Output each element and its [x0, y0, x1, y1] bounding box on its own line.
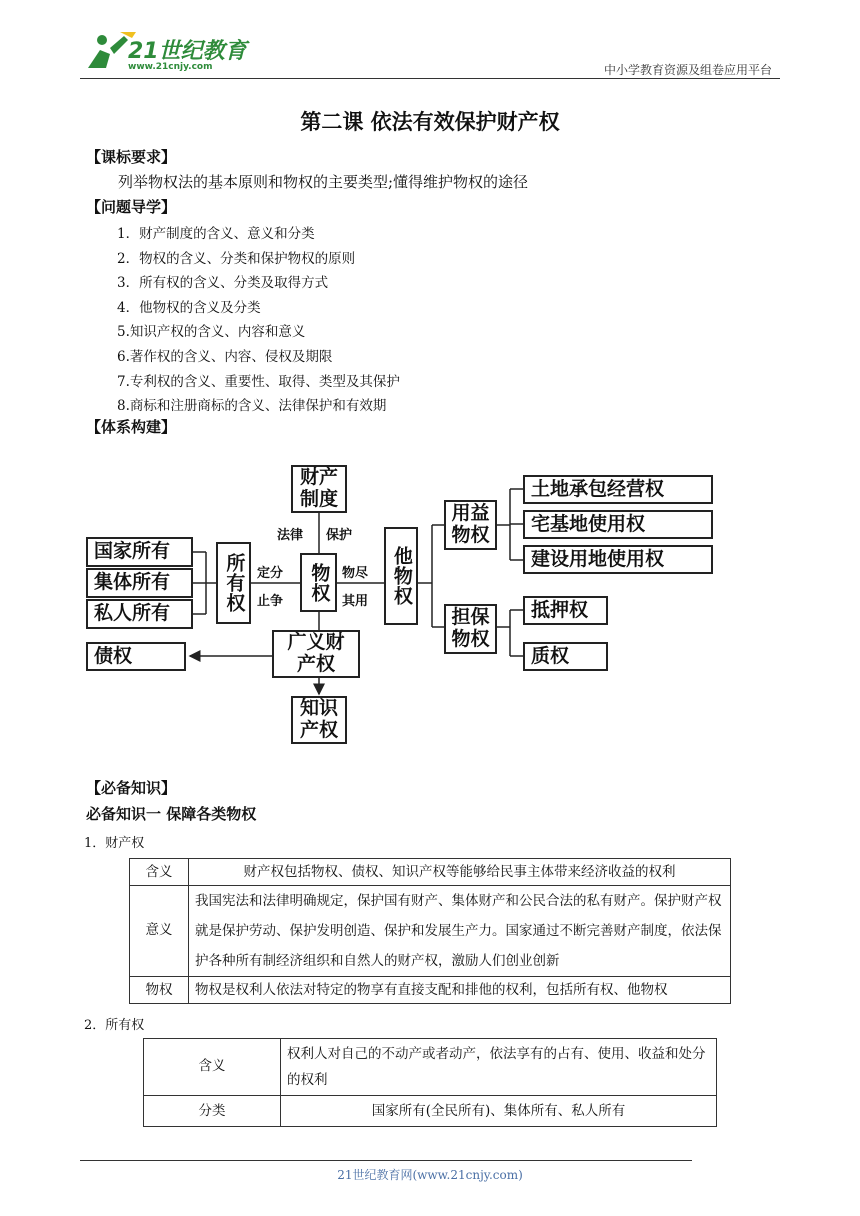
- box-property-system-label: 财产 制度: [299, 466, 338, 510]
- table-row: [144, 1096, 717, 1127]
- box-pledge: [523, 642, 608, 671]
- guide-item: 4．他物权的含义及分类: [117, 300, 261, 316]
- edge-label-law: 法律: [277, 528, 304, 543]
- guide-item: 5.知识产权的含义、内容和意义: [117, 324, 306, 340]
- box-property-system: [291, 465, 347, 513]
- box-security-right-label: 担保 物权: [451, 606, 490, 650]
- box-intellectual-property: [291, 696, 347, 744]
- box-usufruct-label: 用益 物权: [451, 502, 490, 546]
- knowledge-heading: 【必备知识】: [86, 779, 177, 797]
- footer-link[interactable]: 21世纪教育网(www.21cnjy.com): [337, 1168, 523, 1182]
- box-usufruct: [444, 500, 497, 550]
- item-ownership: 2．所有权: [84, 1018, 145, 1033]
- knowledge-subheading: 必备知识一 保障各类物权: [86, 805, 257, 823]
- box-real-right: [300, 553, 337, 612]
- box-real-right-label: 物权: [308, 562, 331, 603]
- logo-url: www.21cnjy.com: [128, 62, 213, 72]
- table-row: [144, 1039, 717, 1096]
- logo-text: 21世纪教育: [128, 39, 247, 64]
- table-cell-label: 分类: [144, 1096, 281, 1127]
- standard-heading: 【课标要求】: [86, 148, 177, 166]
- box-collective-owned-label: 集体所有: [94, 571, 171, 594]
- box-collective-owned: [86, 568, 193, 598]
- edge-label-zhizheng: 止争: [257, 594, 284, 609]
- box-state-owned-label: 国家所有: [94, 540, 171, 563]
- guide-item: 2．物权的含义、分类和保护物权的原则: [117, 251, 356, 267]
- standard-text: 列举物权法的基本原则和物权的主要类型;懂得维护物权的途径: [118, 173, 529, 191]
- box-ownership: [216, 542, 251, 624]
- box-private-owned: [86, 599, 193, 629]
- box-broad-property-right-label: 广义财 产权: [287, 631, 345, 675]
- table-cell-label: 意义: [130, 886, 189, 977]
- table-cell-text: 国家所有(全民所有)、集体所有、私人所有: [281, 1096, 717, 1127]
- guide-item: 1．财产制度的含义、意义和分类: [117, 226, 315, 242]
- box-construction-land: [523, 545, 713, 574]
- table-cell-text: 权利人对自己的不动产或者动产，依法享有的占有、使用、收益和处分的权利: [281, 1039, 717, 1096]
- box-creditor-right: [86, 642, 186, 671]
- edge-label-qiyong: 其用: [342, 594, 369, 609]
- header-platform-text: 中小学教育资源及组卷应用平台: [603, 63, 772, 77]
- footer-divider: [80, 1160, 692, 1161]
- page-title: 第二课 依法有效保护财产权: [300, 110, 560, 134]
- box-land-contract-label: 土地承包经营权: [531, 477, 665, 500]
- guide-item: 8.商标和注册商标的含义、法律保护和有效期: [117, 398, 387, 414]
- box-mortgage-label: 抵押权: [531, 598, 589, 621]
- table-row: [130, 977, 731, 1004]
- box-private-owned-label: 私人所有: [94, 602, 171, 625]
- box-homestead-label: 宅基地使用权: [531, 512, 646, 535]
- box-land-contract: [523, 475, 713, 504]
- ownership-table: [143, 1038, 717, 1127]
- guide-item: 6.著作权的含义、内容、侵权及期限: [117, 349, 333, 365]
- guide-item: 7.专利权的含义、重要性、取得、类型及其保护: [117, 374, 400, 390]
- box-other-real-right-label: 他物权: [390, 546, 413, 606]
- box-other-real-right: [384, 527, 418, 625]
- table-cell-label: 含义: [144, 1039, 281, 1096]
- property-right-table: [129, 858, 731, 1004]
- box-broad-property-right: [272, 630, 360, 678]
- table-cell-text: 我国宪法和法律明确规定，保护国有财产、集体财产和公民合法的私有财产。保护财产权就是保护劳动、保护发明创造、保护和发展生产力。国家通过不断完善财产制度，依法保护各种所有制经济组织和自然人的财产权，激励人们创业创新: [189, 886, 731, 977]
- edge-label-dingfen: 定分: [257, 566, 284, 581]
- box-construction-land-label: 建设用地使用权: [531, 547, 665, 570]
- table-row: [130, 859, 731, 886]
- box-mortgage: [523, 596, 608, 625]
- edge-label-protect: 保护: [326, 528, 353, 543]
- box-homestead: [523, 510, 713, 539]
- item-property-right: 1．财产权: [84, 836, 145, 851]
- box-pledge-label: 质权: [531, 644, 570, 667]
- table-cell-text: 物权是权利人依法对特定的物享有直接支配和排他的权利，包括所有权、他物权: [189, 977, 731, 1004]
- guide-heading: 【问题导学】: [86, 198, 177, 216]
- box-security-right: [444, 604, 497, 654]
- system-heading: 【体系构建】: [86, 418, 177, 436]
- box-intellectual-property-label: 知识 产权: [299, 697, 338, 741]
- box-ownership-label: 所有权: [223, 553, 246, 613]
- edge-label-wujin: 物尽: [342, 566, 369, 581]
- table-cell-label: 含义: [130, 859, 189, 886]
- box-creditor-right-label: 债权: [94, 644, 133, 667]
- table-cell-text: 财产权包括物权、债权、知识产权等能够给民事主体带来经济收益的权利: [189, 859, 731, 886]
- table-cell-label: 物权: [130, 977, 189, 1004]
- box-state-owned: [86, 537, 193, 567]
- table-row: [130, 886, 731, 977]
- guide-item: 3．所有权的含义、分类及取得方式: [117, 275, 329, 291]
